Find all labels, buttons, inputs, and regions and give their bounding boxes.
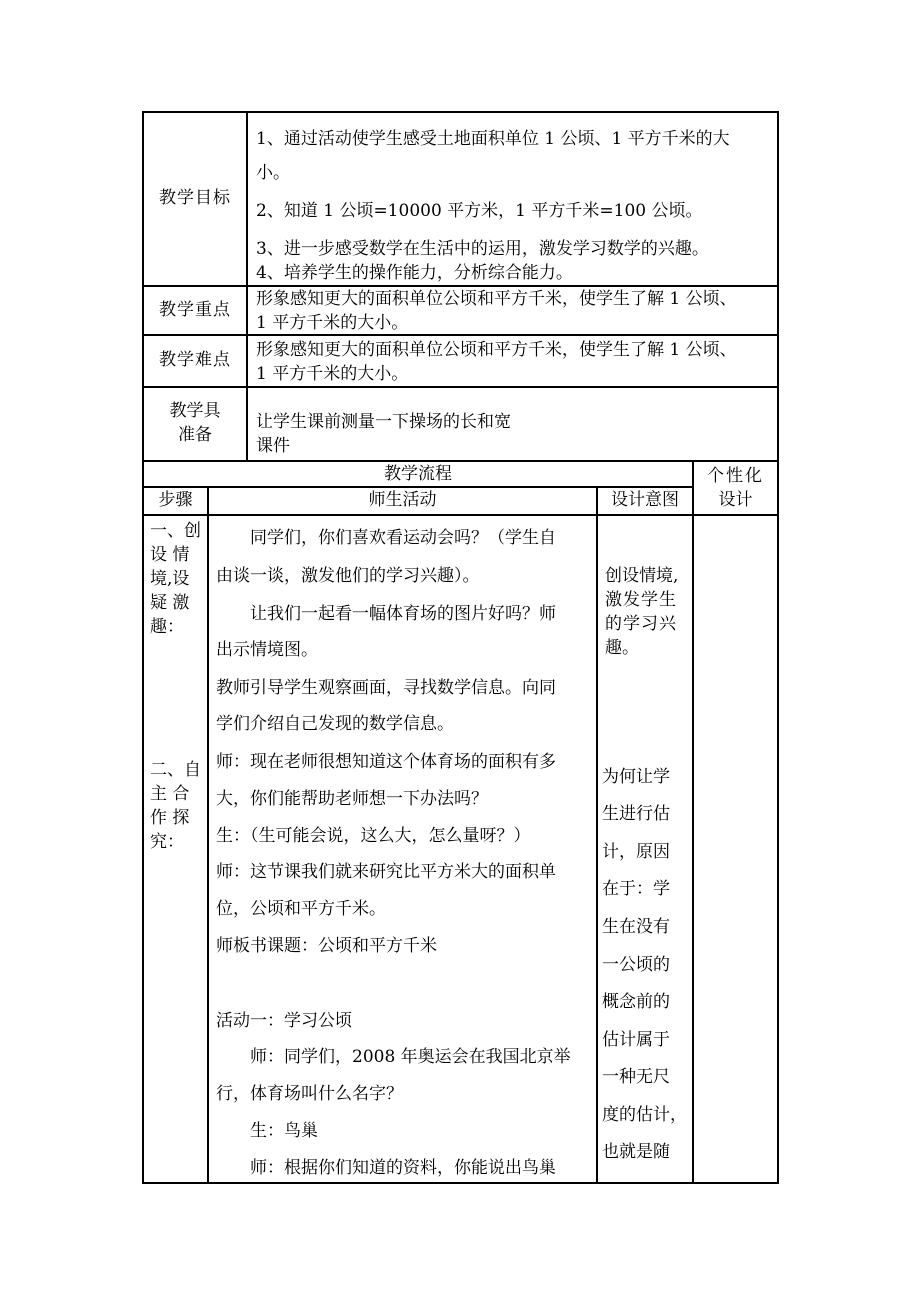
intent-line: 在于：学 (602, 879, 670, 899)
objective-line-2: 小。 (256, 163, 290, 183)
activity-line: 师：现在老师很想知道这个体育场的面积有多 (216, 752, 556, 772)
steps-column-header: 步骤 (158, 490, 193, 510)
preparation-label-line-2: 准备 (178, 425, 212, 445)
table-border-right (777, 111, 779, 1184)
activity-column-header: 师生活动 (368, 490, 437, 510)
intent-line: 也就是随 (602, 1142, 670, 1162)
key-points-line-1: 形象感知更大的面积单位公顷和平方千米，使学生了解 1 公顷、 (256, 289, 737, 309)
label-column-divider (246, 111, 248, 462)
flow-columns-divider (142, 514, 779, 516)
activity-line: 出示情境图。 (216, 640, 318, 660)
preparation-label-line-1: 教学具 (169, 401, 221, 421)
steps-column-divider (207, 486, 209, 1184)
activity-line: 师：同学们，2008 年奥运会在我国北京举 (216, 1047, 571, 1067)
objective-line-4: 3、进一步感受数学在生活中的运用，激发学习数学的兴趣。 (256, 239, 709, 259)
step-2-line: 究： (150, 832, 184, 852)
step-1-line: 趣： (150, 617, 184, 637)
activity-line: 师：根据你们知道的资料，你能说出鸟巢 (216, 1158, 556, 1178)
objective-line-5: 4、培养学生的操作能力，分析综合能力。 (256, 263, 573, 283)
intent-line: 计，原因 (602, 842, 670, 862)
personal-design-header-line-2: 设计 (718, 490, 753, 510)
step-1-line: 设 情 (150, 545, 190, 565)
activity-line: 生：（生可能会说，这么大，怎么量呀？） (216, 826, 531, 846)
activity-line: 由谈一谈，激发他们的学习兴趣）。 (216, 566, 480, 586)
personal-column-divider (692, 460, 694, 1184)
step-1-line: 疑 激 (150, 593, 190, 613)
activity-line: 师：这节课我们就来研究比平方米大的面积单 (216, 862, 556, 882)
intent-line: 一公顷的 (602, 955, 670, 975)
difficulties-line-2: 1 平方千米的大小。 (256, 364, 409, 384)
intent-line: 的学习兴 (605, 614, 677, 634)
difficulties-label: 教学难点 (159, 350, 231, 370)
personal-design-header-line-1: 个性化 (707, 466, 764, 486)
step-2-line: 主 合 (150, 784, 190, 804)
step-1-line: 一、创 (150, 521, 201, 541)
preparation-line-2: 课件 (256, 436, 290, 456)
activity-line: 大，你们能帮助老师想一下办法吗？ (216, 789, 488, 809)
activity-line: 师板书课题：公顷和平方千米 (216, 936, 437, 956)
intent-line: 激发学生 (605, 590, 677, 610)
step-2-line: 二、自 (150, 760, 201, 780)
intent-line: 估计属于 (602, 1030, 670, 1050)
activity-line: 同学们，你们喜欢看运动会吗？（学生自 (216, 528, 556, 548)
step-2-line: 作 探 (150, 808, 190, 828)
step-1-line: 境,设 (150, 569, 190, 589)
activity-line: 活动一：学习公顷 (216, 1011, 352, 1031)
activity-line: 教师引导学生观察画面，寻找数学信息。向同 (216, 678, 556, 698)
activity-line: 学们介绍自己发现的数学信息。 (216, 714, 454, 734)
table-border-left (142, 111, 144, 1184)
difficulties-line-1: 形象感知更大的面积单位公顷和平方千米，使学生了解 1 公顷、 (256, 340, 737, 360)
intent-line: 创设情境, (605, 566, 679, 586)
row-divider (142, 334, 779, 336)
table-border-bottom (142, 1182, 779, 1184)
intent-line: 概念前的 (602, 992, 670, 1012)
objective-line-1: 1、通过活动使学生感受土地面积单位 1 公顷、1 平方千米的大 (256, 129, 730, 149)
flow-header: 教学流程 (384, 464, 452, 484)
intent-line: 生进行估 (602, 804, 670, 824)
table-border-top (142, 111, 779, 113)
objective-line-3: 2、知道 1 公顷=10000 平方米，1 平方千米=100 公顷。 (256, 201, 703, 221)
intent-line: 生在没有 (602, 917, 670, 937)
activity-line: 让我们一起看一幅体育场的图片好吗？师 (216, 604, 556, 624)
activity-line: 位，公顷和平方千米。 (216, 899, 386, 919)
activity-line: 行，体育场叫什么名字？ (216, 1084, 403, 1104)
row-divider (142, 386, 779, 388)
intent-column-header: 设计意图 (611, 490, 679, 510)
key-points-line-2: 1 平方千米的大小。 (256, 313, 409, 333)
preparation-line-1: 让学生课前测量一下操场的长和宽 (256, 412, 511, 432)
objectives-label: 教学目标 (159, 188, 231, 208)
intent-line: 趣。 (605, 638, 639, 658)
intent-line: 为何让学 (602, 767, 670, 787)
intent-column-divider (596, 486, 598, 1184)
key-points-label: 教学重点 (159, 300, 231, 320)
activity-line: 生：鸟巢 (216, 1121, 318, 1141)
intent-line: 一种无尺 (602, 1067, 670, 1087)
intent-line: 度的估计， (602, 1105, 687, 1125)
